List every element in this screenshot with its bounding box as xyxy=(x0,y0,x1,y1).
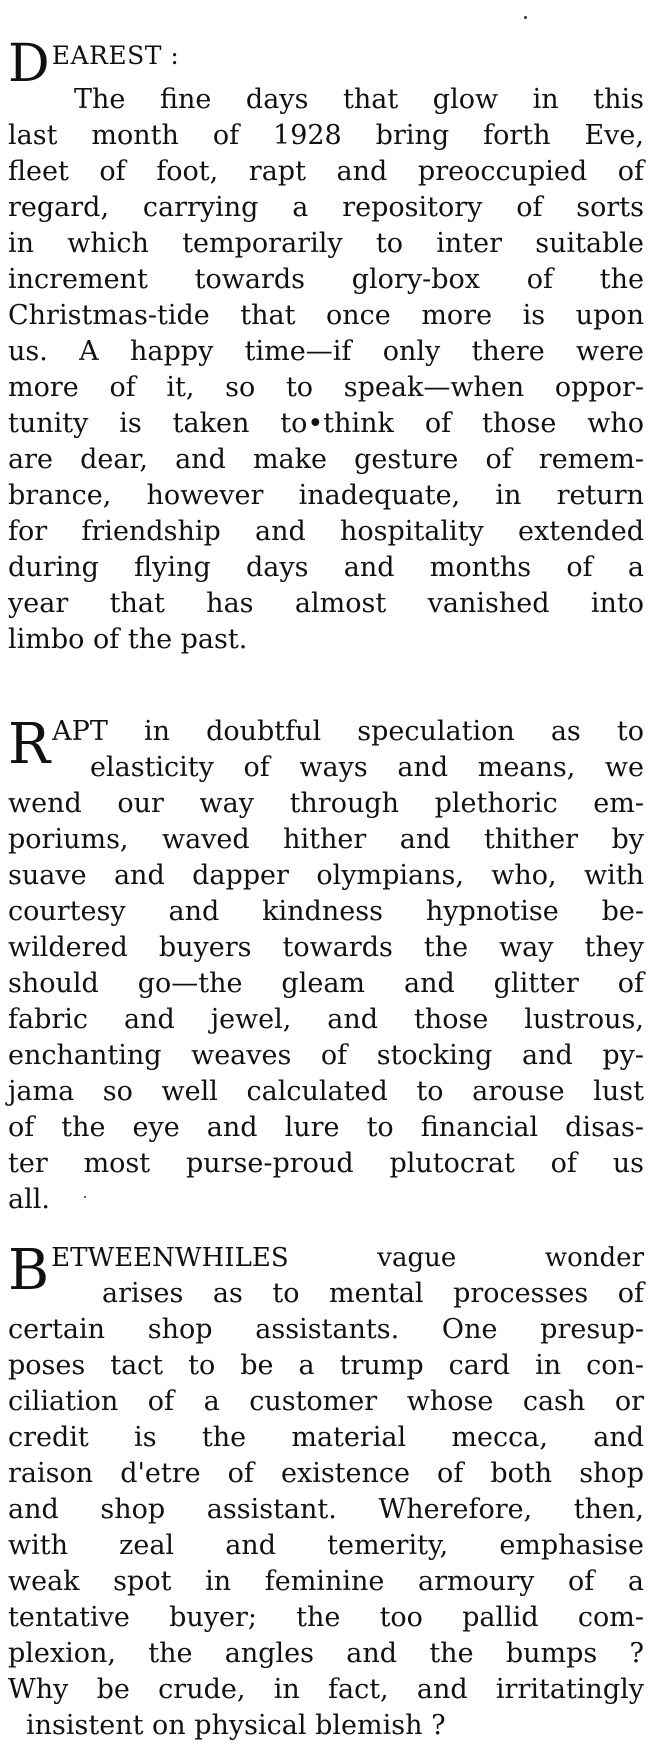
text-line: limbo of the past. xyxy=(8,624,248,655)
text-line: year that has almost vanished into xyxy=(8,588,644,619)
text-line: wildered buyers towards the way they xyxy=(8,932,644,963)
drop-cap: B xyxy=(8,1238,50,1303)
text-line: ciliation of a customer whose cash or xyxy=(8,1386,644,1417)
text-line: regard, carrying a repository of sorts xyxy=(8,192,644,223)
text-line: credit is the material mecca, and xyxy=(8,1422,644,1453)
text-line: plexion, the angles and the bumps ? xyxy=(8,1638,644,1669)
text-line: Christmas-tide that once more is upon xyxy=(8,300,644,331)
print-speck xyxy=(84,1196,86,1198)
text-line: ETWEENWHILES vague wonder xyxy=(51,1243,644,1273)
text-line: poses tact to be a trump card in con- xyxy=(8,1350,644,1381)
text-line: courtesy and kindness hypnotise be- xyxy=(8,896,644,927)
text-line: of the eye and lure to financial disas- xyxy=(8,1112,644,1143)
paragraph-betweenwhiles xyxy=(8,1240,644,1744)
text-line: weak spot in feminine armoury of a xyxy=(8,1566,644,1597)
text-line: brance, however inadequate, in return xyxy=(8,480,644,511)
text-line: fleet of foot, rapt and preoccupied of xyxy=(8,156,644,187)
text-line: with zeal and temerity, emphasise xyxy=(8,1530,644,1561)
text-line: ter most purse-proud plutocrat of us xyxy=(8,1148,644,1179)
text-line: enchanting weaves of stocking and py- xyxy=(8,1040,644,1071)
paragraph-dearest xyxy=(8,34,644,658)
text-line: fabric and jewel, and those lustrous, xyxy=(8,1004,644,1035)
text-line: poriums, waved hither and thither by xyxy=(8,824,644,855)
text-line: wend our way through plethoric em- xyxy=(8,788,644,819)
text-line: jama so well calculated to arouse lust xyxy=(8,1076,644,1107)
drop-cap: D xyxy=(8,34,50,94)
text-line: should go—the gleam and glitter of xyxy=(8,968,644,999)
text-line: last month of 1928 bring forth Eve, xyxy=(8,120,644,151)
text-line: all. xyxy=(8,1184,50,1215)
text-line: raison d'etre of existence of both shop xyxy=(8,1458,644,1489)
text-line: Why be crude, in fact, and irritatingly xyxy=(8,1674,644,1705)
text-line: arises as to mental processes of xyxy=(102,1278,644,1309)
salutation-line xyxy=(8,34,644,94)
text-line: The fine days that glow in this xyxy=(74,84,644,115)
drop-cap: R xyxy=(8,712,51,777)
text-line: in which temporarily to inter suitable xyxy=(8,228,644,259)
paragraph-rapt xyxy=(8,714,644,1218)
text-line: tunity is taken to•think of those who xyxy=(8,408,644,439)
text-line: insistent on physical blemish ? xyxy=(26,1710,446,1741)
text-line: increment towards glory-box of the xyxy=(8,264,644,295)
print-speck xyxy=(524,16,527,19)
text-line: are dear, and make gesture of remem- xyxy=(8,444,644,475)
text-line: for friendship and hospitality extended xyxy=(8,516,644,547)
text-line: suave and dapper olympians, who, with xyxy=(8,860,644,891)
text-line: elasticity of ways and means, we xyxy=(90,752,644,783)
text-line: us. A happy time—if only there were xyxy=(8,336,644,367)
text-line: certain shop assistants. One presup- xyxy=(8,1314,644,1345)
salutation-text: EAREST : xyxy=(51,41,180,70)
text-line: APT in doubtful speculation as to xyxy=(52,716,644,747)
text-line: more of it, so to speak—when oppor- xyxy=(8,372,644,403)
text-line: tentative buyer; the too pallid com- xyxy=(8,1602,644,1633)
text-line: during flying days and months of a xyxy=(8,552,644,583)
text-line: and shop assistant. Wherefore, then, xyxy=(8,1494,644,1525)
